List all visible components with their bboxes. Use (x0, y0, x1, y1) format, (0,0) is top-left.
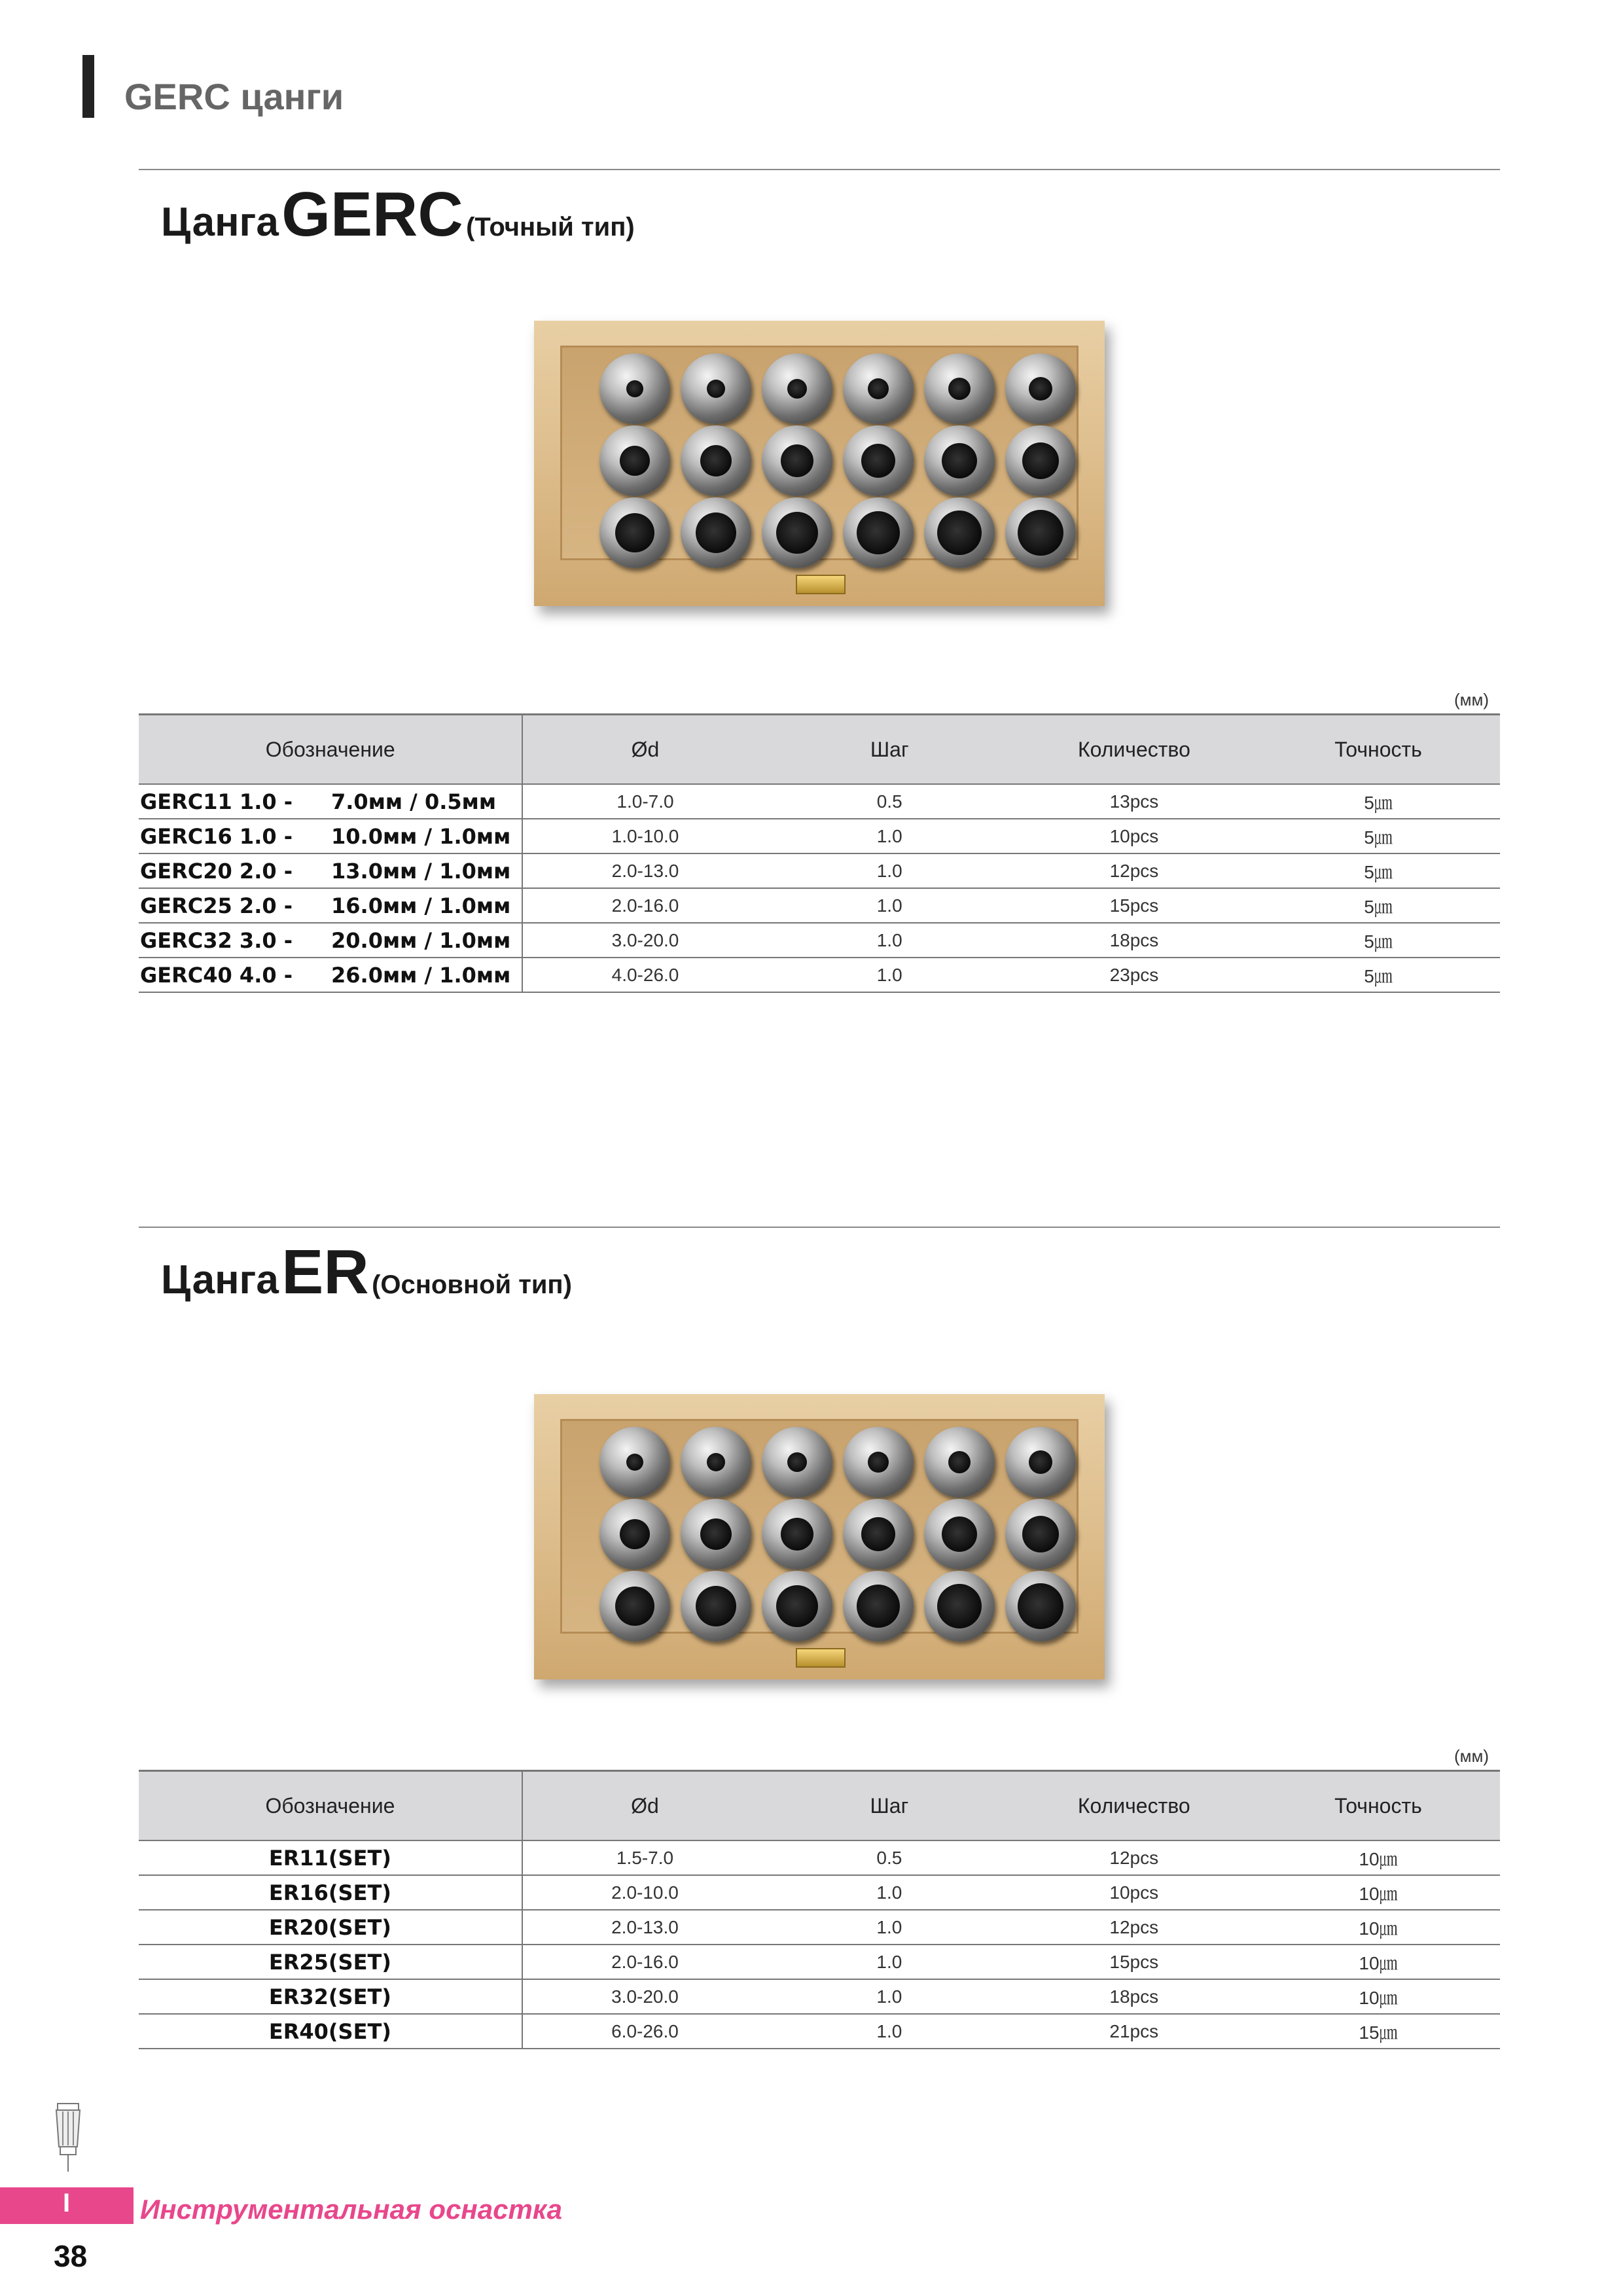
accuracy-cell: 5㎛ (1257, 958, 1500, 992)
step-cell: 1.0 (767, 1979, 1011, 2014)
designation-base: GERC32 3.0 - (140, 927, 293, 953)
diameter-cell: 3.0-20.0 (522, 1979, 767, 2014)
footer-divider (131, 2187, 134, 2224)
diameter-cell: 2.0-16.0 (522, 1945, 767, 1979)
accuracy-cell: 5㎛ (1257, 923, 1500, 958)
collet-image (843, 497, 914, 568)
collet-image (681, 353, 751, 424)
collet-image (924, 1499, 995, 1570)
diameter-cell: 2.0-16.0 (522, 888, 767, 923)
table-row (139, 784, 1500, 819)
column-header-step: Шаг (768, 715, 1012, 785)
column-header-designation: Обозначение (139, 715, 522, 785)
column-header-quantity: Количество (1012, 715, 1257, 785)
designation-cell (139, 923, 522, 958)
collet-icon (51, 2101, 85, 2173)
designation-cell: ER16(SET) (139, 1875, 522, 1910)
collet-image (843, 1427, 914, 1498)
step-cell: 1.0 (768, 819, 1012, 853)
diameter-cell: 1.0-10.0 (522, 819, 767, 853)
collet-image (681, 1571, 751, 1641)
table-row (139, 888, 1500, 923)
collet-image (681, 1499, 751, 1570)
quantity-cell: 15pcs (1012, 888, 1257, 923)
designation-base: GERC11 1.0 - (140, 789, 293, 814)
quantity-cell: 12pcs (1012, 1840, 1257, 1875)
collet-image (1005, 1499, 1076, 1570)
collet-image (762, 425, 832, 496)
collet-image (762, 353, 832, 424)
table-row (139, 1875, 1500, 1910)
collet-image (924, 1571, 995, 1641)
accuracy-cell: 10㎛ (1257, 1875, 1500, 1910)
collet-image (924, 1427, 995, 1498)
diameter-cell: 1.0-7.0 (522, 784, 767, 819)
collet-image (843, 353, 914, 424)
accuracy-cell: 5㎛ (1257, 888, 1500, 923)
step-cell: 1.0 (767, 1910, 1011, 1945)
step-cell: 1.0 (768, 853, 1012, 888)
title-suffix: (Точный тип) (466, 213, 635, 242)
collet-image (843, 425, 914, 496)
diameter-cell: 2.0-10.0 (522, 1875, 767, 1910)
accuracy-cell: 5㎛ (1257, 853, 1500, 888)
collet-image (924, 497, 995, 568)
collet-image (762, 1499, 832, 1570)
designation-cell (139, 784, 522, 819)
title-prefix: Цанга (161, 1257, 279, 1302)
collet-image (1005, 353, 1076, 424)
box-latch (796, 1648, 846, 1668)
collet-image (924, 353, 995, 424)
column-header-diameter: Ød (522, 715, 767, 785)
table-row (139, 1910, 1500, 1945)
diameter-cell: 2.0-13.0 (522, 853, 767, 888)
designation-cell: ER40(SET) (139, 2014, 522, 2049)
accuracy-cell: 10㎛ (1257, 1979, 1500, 2014)
step-cell: 0.5 (768, 784, 1012, 819)
accuracy-cell: 5㎛ (1257, 784, 1500, 819)
designation-base: GERC40 4.0 - (140, 962, 293, 988)
chapter-title: GERC цанги (124, 76, 344, 117)
designation-base: GERC16 1.0 - (140, 823, 293, 849)
designation-cell: ER32(SET) (139, 1979, 522, 2014)
table-row (139, 923, 1500, 958)
footer-category: Инструментальная оснастка (140, 2194, 563, 2225)
title-main: ER (281, 1237, 369, 1307)
designation-range: 16.0мм / 1.0мм (331, 893, 511, 918)
quantity-cell: 12pcs (1012, 853, 1257, 888)
accuracy-cell: 15㎛ (1257, 2014, 1500, 2049)
product-photo-er-set (534, 1394, 1105, 1679)
step-cell: 1.0 (768, 888, 1012, 923)
section-title-er (161, 1237, 572, 1307)
collet-image (599, 425, 670, 496)
spec-table-gerc (139, 713, 1500, 993)
designation-cell (139, 853, 522, 888)
table-row (139, 1979, 1500, 2014)
designation-range: 7.0мм / 0.5мм (331, 789, 496, 814)
box-latch (796, 575, 846, 594)
quantity-cell: 23pcs (1012, 958, 1257, 992)
table-row (139, 853, 1500, 888)
quantity-cell: 13pcs (1012, 784, 1257, 819)
collet-image (599, 1427, 670, 1498)
designation-cell: ER25(SET) (139, 1945, 522, 1979)
chapter-marker-bar (82, 55, 94, 118)
accuracy-cell: 10㎛ (1257, 1910, 1500, 1945)
collet-image (762, 1571, 832, 1641)
collet-image (681, 497, 751, 568)
column-header-accuracy: Точность (1257, 1771, 1500, 1841)
unit-label: (мм) (1454, 690, 1489, 709)
designation-cell: ER20(SET) (139, 1910, 522, 1945)
column-header-accuracy: Точность (1257, 715, 1500, 785)
page-number: 38 (54, 2239, 88, 2273)
table-row (139, 1945, 1500, 1979)
collet-image (599, 1499, 670, 1570)
collet-image (1005, 1427, 1076, 1498)
designation-range: 10.0мм / 1.0мм (331, 823, 511, 849)
title-prefix: Цанга (161, 200, 279, 245)
collet-image (1005, 425, 1076, 496)
table-row (139, 2014, 1500, 2049)
section-divider (139, 1227, 1500, 1228)
table-row (139, 958, 1500, 992)
designation-range: 26.0мм / 1.0мм (331, 962, 511, 988)
designation-cell (139, 819, 522, 853)
designation-cell: ER11(SET) (139, 1840, 522, 1875)
accuracy-cell: 5㎛ (1257, 819, 1500, 853)
diameter-cell: 6.0-26.0 (522, 2014, 767, 2049)
designation-cell (139, 888, 522, 923)
column-header-quantity: Количество (1012, 1771, 1257, 1841)
footer-chapter-mark: I (63, 2189, 71, 2217)
column-header-step: Шаг (767, 1771, 1011, 1841)
step-cell: 1.0 (768, 958, 1012, 992)
quantity-cell: 10pcs (1012, 819, 1257, 853)
step-cell: 1.0 (767, 1945, 1011, 1979)
quantity-cell: 10pcs (1012, 1875, 1257, 1910)
spec-table-er (139, 1770, 1500, 2049)
step-cell: 0.5 (767, 1840, 1011, 1875)
title-main: GERC (281, 179, 463, 249)
designation-base: GERC25 2.0 - (140, 893, 293, 918)
step-cell: 1.0 (767, 2014, 1011, 2049)
quantity-cell: 21pcs (1012, 2014, 1257, 2049)
section-title-gerc (161, 179, 635, 249)
table-row (139, 1840, 1500, 1875)
table-row (139, 819, 1500, 853)
accuracy-cell: 10㎛ (1257, 1945, 1500, 1979)
collet-image (681, 425, 751, 496)
title-suffix: (Основной тип) (372, 1270, 572, 1299)
collet-image (599, 497, 670, 568)
collet-image (681, 1427, 751, 1498)
diameter-cell: 2.0-13.0 (522, 1910, 767, 1945)
collet-image (762, 1427, 832, 1498)
designation-range: 13.0мм / 1.0мм (331, 858, 511, 884)
diameter-cell: 1.5-7.0 (522, 1840, 767, 1875)
unit-label: (мм) (1454, 1746, 1489, 1766)
designation-base: GERC20 2.0 - (140, 858, 293, 884)
section-divider (139, 169, 1500, 170)
quantity-cell: 15pcs (1012, 1945, 1257, 1979)
quantity-cell: 18pcs (1012, 1979, 1257, 2014)
step-cell: 1.0 (768, 923, 1012, 958)
quantity-cell: 12pcs (1012, 1910, 1257, 1945)
product-photo-gerc-set (534, 321, 1105, 606)
collet-image (924, 425, 995, 496)
collet-image (1005, 497, 1076, 568)
designation-cell (139, 958, 522, 992)
column-header-designation: Обозначение (139, 1771, 522, 1841)
collet-image (1005, 1571, 1076, 1641)
column-header-diameter: Ød (522, 1771, 767, 1841)
step-cell: 1.0 (767, 1875, 1011, 1910)
collet-image (843, 1499, 914, 1570)
diameter-cell: 4.0-26.0 (522, 958, 767, 992)
quantity-cell: 18pcs (1012, 923, 1257, 958)
designation-range: 20.0мм / 1.0мм (331, 927, 511, 953)
collet-image (762, 497, 832, 568)
collet-image (843, 1571, 914, 1641)
diameter-cell: 3.0-20.0 (522, 923, 767, 958)
collet-image (599, 353, 670, 424)
collet-image (599, 1571, 670, 1641)
accuracy-cell: 10㎛ (1257, 1840, 1500, 1875)
